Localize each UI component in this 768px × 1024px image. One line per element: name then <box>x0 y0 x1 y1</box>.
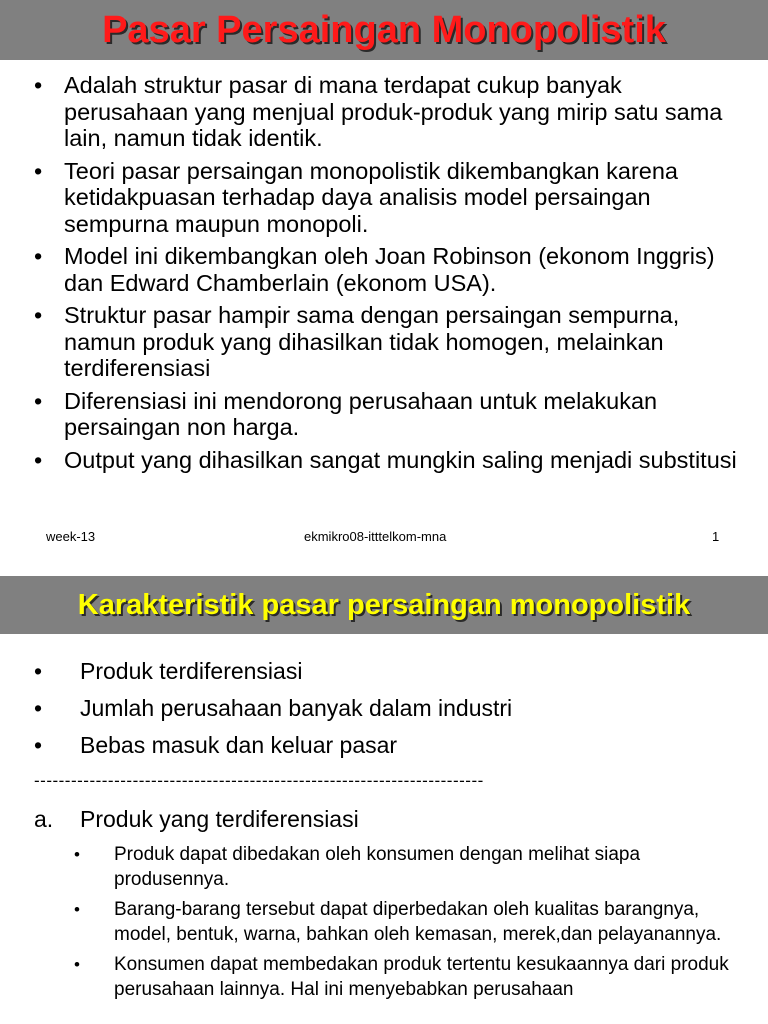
slide-2-sub-bullet-list <box>74 842 754 1007</box>
bullet-item: • Adalah struktur pasar di mana terdapat cukup banyak perusahaan yang menjual produk-produk yang mirip satu sama lain, namun tidak identik. <box>34 72 746 152</box>
section-heading <box>34 806 359 833</box>
sub-bullet-item: • Barang-barang tersebut dapat diperbedakan oleh kualitas barangnya, model, bentuk, warna, bahkan oleh kemasan, merek,dan pelayanannya. <box>74 897 754 947</box>
bullet-item: • Diferensiasi ini mendorong perusahaan untuk melakukan persaingan non harga. <box>34 388 746 441</box>
slide-2-bullet-list <box>34 658 754 769</box>
bullet-item: • Struktur pasar hampir sama dengan persaingan sempurna, namun produk yang dihasilkan tidak homogen, melainkan terdiferensiasi <box>34 302 746 382</box>
bullet-item: • Output yang dihasilkan sangat mungkin saling menjadi substitusi <box>34 447 746 474</box>
section-marker: a. <box>34 806 54 832</box>
sub-bullet-item: • Produk dapat dibedakan oleh konsumen dengan melihat siapa produsennya. <box>74 842 754 892</box>
slide-1-title: Pasar Persaingan Monopolistik <box>0 0 768 60</box>
sub-bullet-item: • Konsumen dapat membedakan produk tertentu kesukaannya dari produk perusahaan lainnya. Hal ini menyebabkan perusahaan <box>74 952 754 1002</box>
bullet-item: • Model ini dikembangkan oleh Joan Robinson (ekonom Inggris) dan Edward Chamberlain (ekonom USA). <box>34 243 746 296</box>
slide-2-title: Karakteristik pasar persaingan monopolistik <box>0 576 768 634</box>
bullet-item: • Teori pasar persaingan monopolistik dikembangkan karena ketidakpuasan terhadap daya analisis model persaingan sempurna maupun monopoli. <box>34 158 746 238</box>
slide-1-bullet-list <box>34 72 746 479</box>
dashed-separator: ------------------------------------------------------------------------- <box>34 771 484 790</box>
slide-separator-gap <box>0 560 768 576</box>
section-heading-text: Produk yang terdiferensiasi <box>80 806 359 832</box>
bullet-item: • Produk terdiferensiasi <box>34 658 754 684</box>
bullet-item: • Jumlah perusahaan banyak dalam industri <box>34 695 754 721</box>
footer-center-text: ekmikro08-itttelkom-mna <box>304 529 447 544</box>
bullet-item: • Bebas masuk dan keluar pasar <box>34 732 754 758</box>
footer-left-text: week-13 <box>46 529 96 544</box>
footer-page-number: 1 <box>712 529 720 544</box>
